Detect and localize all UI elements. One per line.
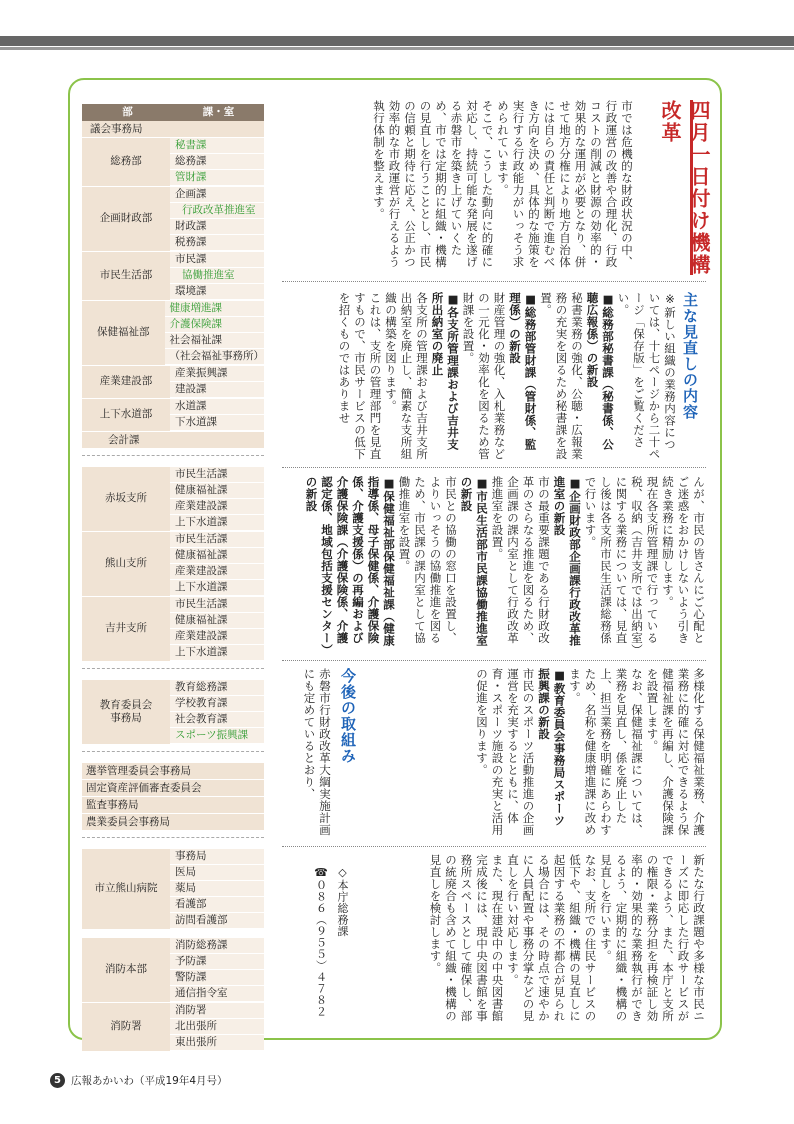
contact-info: ◇本庁総務課 ☎０８６（９５５）４７８２ (314, 866, 349, 1018)
section-cell: 通信指令室 (170, 986, 264, 1002)
section-cell: 秘書課 (170, 138, 264, 154)
footer-text: 広報あかいわ（平成19年4月号） (71, 1075, 228, 1087)
dept-cell: 熊山支所 (82, 532, 170, 596)
section-cell: 消防総務課 (170, 938, 264, 954)
section-cell: 下水道課 (170, 415, 264, 431)
dept-cell: 産業建設部 (82, 366, 170, 398)
section-cell: 薬局 (170, 881, 264, 897)
table-row (82, 399, 264, 432)
section-cell: 社会福祉課 (165, 333, 265, 349)
section-text-3: 多様化する保健福祉業務、介護業務に的確に対応できるよう保健福祉課を再編し、介護保険課を設置します。 なお、保健福祉課については、業務を見直し、係を廃止した上、担当業務を明確にあらわすため、名称を健康増進課に改めます。 ■教育委員会事務局スポーツ振興課の新設 市民のスポーツ活動推進の企画運営を充実するとともに、体育・スポーツ施設の充実と活用の促進を図ります。 (475, 668, 706, 836)
table-header (82, 104, 264, 121)
divider (282, 467, 706, 468)
section-cell: 市民生活課 (170, 532, 264, 548)
table-row: 監査事務局 (82, 797, 264, 814)
intro-text: 市では危機的な財政状況の中、行政運営の改善や合理化、行政コストの削減と財源の効率的・効果的な運用が必要となり、併せて地方分権により地方自治体には自らの責任と判断で進むべき方向を決め、具体的な施策を実行する行政能力がいっそう求められています。 そこで、こうした動向に的確に対応し、持続可能な発展を遂げる赤磐市を築き上げていくため、市では定期的に組織・機構の見直しを行うこととし、市民の信頼と期待に応え、公正かつ効率的な市政運営が行えるよう執行体制を整えます。 (372, 100, 634, 268)
title-rule (690, 100, 693, 275)
divider (282, 660, 706, 661)
future-text: 赤磐市行財政改革大綱実施計画にも定めているとおり、 (302, 668, 332, 836)
header-bar (0, 36, 794, 46)
section-cell: 教育総務課 (170, 680, 264, 696)
section-cell: 訪問看護部 (170, 913, 264, 929)
table-row (82, 1003, 264, 1052)
table-row (82, 138, 264, 187)
dept-cell: 上下水道部 (82, 399, 170, 431)
dept-cell: 吉井支所 (82, 597, 170, 661)
table-row (82, 597, 264, 662)
section-heading-future: 今後の取組み (339, 668, 357, 764)
section-cell: 市民生活課 (170, 597, 264, 613)
dept-cell: 総務部 (82, 138, 170, 186)
section-cell: 産業建設課 (170, 499, 264, 515)
divider (282, 846, 706, 847)
table-row (82, 187, 264, 252)
table-row: 議会事務局 (82, 121, 264, 138)
section-cell: 事務局 (170, 849, 264, 865)
section-cell: （社会福祉事務所） (165, 349, 265, 365)
dept-cell: 赤坂支所 (82, 467, 170, 531)
section-cell: 東出張所 (170, 1035, 264, 1051)
section-cell: 水道課 (170, 399, 264, 415)
section-cell: 警防課 (170, 970, 264, 986)
section-cell: 行政改革推進室 (170, 203, 264, 219)
organization-table (82, 104, 264, 1052)
dept-cell: 市民生活部 (82, 252, 170, 300)
divider (282, 281, 706, 282)
section-text-4: 新たな行政課題や多様な市民ニーズに即応した行政サービスができるよう、また、本庁と支所の権限・業務分担を再検証し効率的・効果的な業務執行ができるよう、定期的に組織・機構の見直しを行います。 なお、支所での住民サービスの低下や、組織・機構の見直しに起因する業務の不都合が見られる場合には、その時点で速やかに人員配置や事務分掌などの見直しを行い対応します。 また、現在建設中の中央図書館完成後には、現中央図書館を事務所スペースとして確保し、部の統廃合も含めて組織・機構の見直しを検討します。 (428, 854, 706, 1022)
table-row: 固定資産評価審査委員会 (82, 780, 264, 797)
section-cell: 健康福祉課 (170, 548, 264, 564)
section-cell: 健康福祉課 (170, 483, 264, 499)
section-cell: 上下水道課 (170, 645, 264, 661)
table-row (82, 532, 264, 597)
header-dept: 部 (122, 106, 133, 118)
section-cell: 健康福祉課 (170, 613, 264, 629)
divider (82, 837, 264, 839)
page-title: 四月一日付け機構改革 (658, 100, 711, 276)
section-cell: 管財課 (170, 170, 264, 186)
section-cell: 市民生活課 (170, 467, 264, 483)
page-number: 5 (50, 1073, 65, 1088)
section-text-2: んが、市民の皆さんにご心配とご迷惑をおかけしないよう引き続き業務に精励します。 現在各支所管理課で行っている税、収納（吉井支所では出納室）に関する業務については、見直し後は各支所市民生活課総務係で行います。 ■企画財政部企画課行政改革推進室の新設 市の最重要課題である行財政改革のさらなる推進を図るため、企画課の課内室として行政改革推進室を設置。 ■市民生活部市民課協働推進室の新設 市民との協働の窓口を設置し、よりいっそうの協働推進を図るため、市民課の課内室として協働推進室を設置。 ■保健福祉部保健福祉課（健康指導係、母子保健係、介護保険係、介護支援係）の再編および介護保険課（介護保険係、介護認定係、地域包括支援センター）の新設 (304, 476, 706, 651)
table-row (82, 849, 264, 930)
table-row (82, 301, 264, 366)
footer (50, 1073, 228, 1088)
section-cell: 協働推進室 (170, 268, 264, 284)
dept-cell: 消防本部 (82, 938, 170, 1002)
section-cell: 総務課 (170, 154, 264, 170)
section-cell: 介護保険課 (165, 317, 265, 333)
divider (82, 455, 264, 457)
header-bar-thin (0, 47, 794, 50)
table-row (82, 680, 264, 745)
dept-cell: 企画財政部 (82, 187, 170, 251)
section-cell: 産業振興課 (170, 366, 264, 382)
table-row (82, 938, 264, 1003)
table-row: 選挙管理委員会事務局 (82, 763, 264, 780)
section-cell: 医局 (170, 865, 264, 881)
dept-cell: 教育委員会 事務局 (82, 680, 170, 744)
section-cell: 健康増進課 (165, 301, 265, 317)
section-cell: 財政課 (170, 219, 264, 235)
dept-cell: 保健福祉部 (82, 301, 165, 365)
section-main-text: ※新しい組織の業務内容については、十七ページから二十ページ「保存版」をご覧ください。 ■総務部秘書課（秘書係、公聴広報係）の新設 秘書業務の強化、公聴・広報業務の充実を図るため秘書課を設置。 ■総務部管財課（管財係、監理係）の新設 財産管理の強化、入札業務などの一元化・効率化を図るため管財課を設置。 ■各支所管理課および吉井支所出納室の廃止 各支所の管理課および吉井支所出納室を廃止し、簡素な支所組織の構築を図ります。 これは、支所の管理部門を見直すもので、市民サービスの低下を招くものではありませ (337, 292, 677, 460)
table-row (82, 252, 264, 301)
section-cell: 北出張所 (170, 1019, 264, 1035)
table-row: 会計課 (82, 432, 264, 449)
section-cell: 上下水道課 (170, 515, 264, 531)
section-cell: 学校教育課 (170, 696, 264, 712)
section-heading-main: 主な見直しの内容 (681, 292, 699, 420)
divider (82, 668, 264, 670)
table-row: 農業委員会事務局 (82, 814, 264, 831)
section-cell: 企画課 (170, 187, 264, 203)
section-cell: 建設課 (170, 382, 264, 398)
section-cell: 上下水道課 (170, 580, 264, 596)
section-cell: スポーツ振興課 (170, 728, 264, 744)
table-row (82, 366, 264, 399)
section-cell: 看護部 (170, 897, 264, 913)
section-cell: 社会教育課 (170, 712, 264, 728)
section-cell: 環境課 (170, 284, 264, 300)
section-cell: 産業建設課 (170, 629, 264, 645)
section-cell: 税務課 (170, 235, 264, 251)
section-cell: 予防課 (170, 954, 264, 970)
section-cell: 市民課 (170, 252, 264, 268)
divider (82, 751, 264, 753)
dept-cell: 市立熊山病院 (82, 849, 170, 929)
dept-cell: 消防署 (82, 1003, 170, 1051)
section-cell: 消防署 (170, 1003, 264, 1019)
section-cell: 産業建設課 (170, 564, 264, 580)
table-row (82, 467, 264, 532)
header-section: 課・室 (202, 106, 235, 118)
